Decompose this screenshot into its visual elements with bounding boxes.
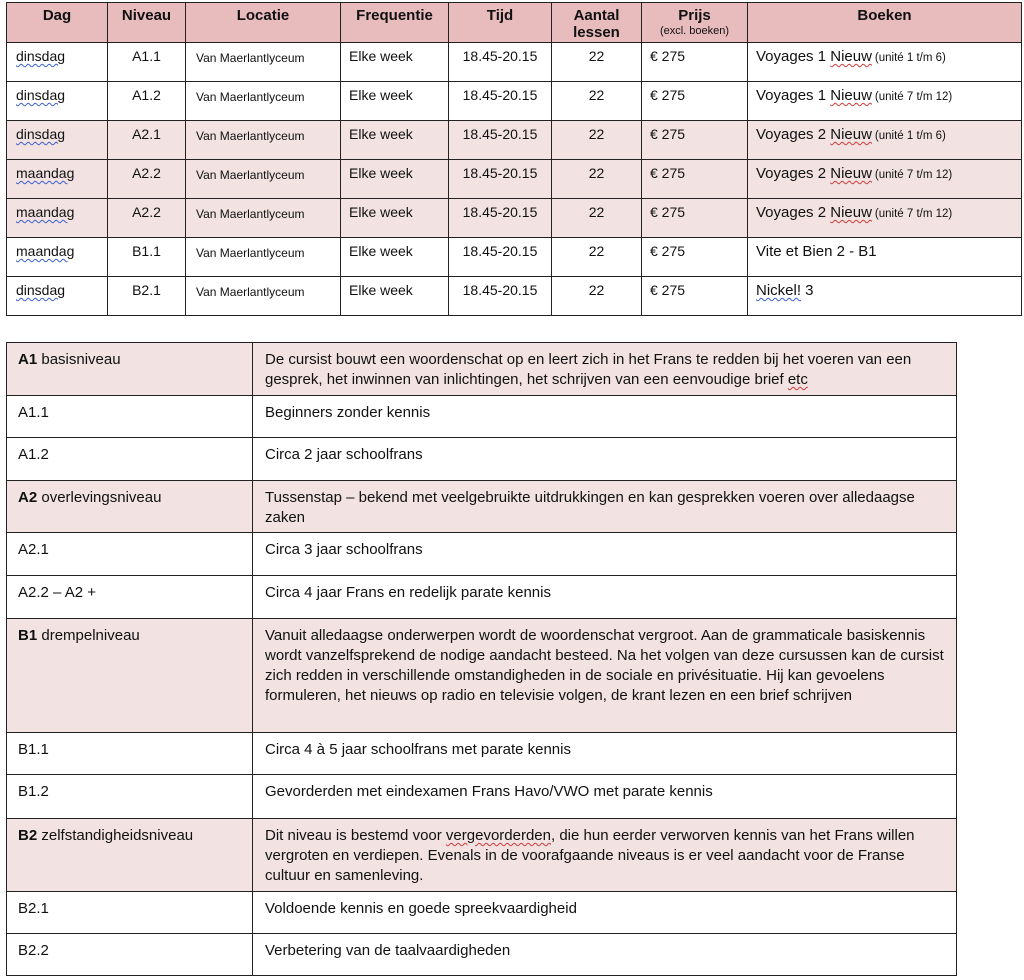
book-note: (unité 7 t/m 12) <box>874 91 953 103</box>
cell-tijd: 18.45-20.15 <box>449 160 552 199</box>
cell-niveau: A2.2 <box>108 160 186 199</box>
cell-tijd: 18.45-20.15 <box>449 43 552 82</box>
cell-aantal: 22 <box>552 238 642 277</box>
cell-niveau: A1.2 <box>108 82 186 121</box>
cell-tijd: 18.45-20.15 <box>449 121 552 160</box>
cell-niveau: B1.1 <box>108 238 186 277</box>
level-row <box>7 733 957 775</box>
cell-frequentie: Elke week <box>341 121 449 160</box>
level-description: Verbetering van de taalvaardigheden <box>253 934 957 976</box>
level-description: Circa 3 jaar schoolfrans <box>253 533 957 576</box>
schedule-header-row <box>7 3 1022 43</box>
level-description: Vanuit alledaagse onderwerpen wordt de woordenschat vergroot. Aan de grammaticale basiskennis wordt vanzelfsprekend de nodige aandacht besteed. Na het volgen van deze cursussen kan de cursist zich redden in verschillende omstandigheden in de sociale en privésituatie. Hij kan gevoelens formuleren, het nieuws op radio en televisie volgen, de krant lezen en een brief schrijven <box>253 619 957 733</box>
cell-niveau: A2.1 <box>108 121 186 160</box>
level-description: Voldoende kennis en goede spreekvaardigheid <box>253 892 957 934</box>
level-description: Gevorderden met eindexamen Frans Havo/VWO met parate kennis <box>253 775 957 819</box>
level-description: Tussenstap – bekend met veelgebruikte uitdrukkingen en kan gesprekken voeren over alledaagse zaken <box>253 481 957 533</box>
level-row <box>7 533 957 576</box>
cell-niveau: A2.2 <box>108 199 186 238</box>
header-tijd: Tijd <box>449 3 552 43</box>
cell-aantal: 22 <box>552 160 642 199</box>
level-code: B1 <box>18 627 38 644</box>
cell-boeken <box>748 43 1022 82</box>
cell-frequentie: Elke week <box>341 238 449 277</box>
level-description: De cursist bouwt een woordenschat op en leert zich in het Frans te redden bij het voeren van een gesprek, het inwinnen van inlichtingen, het schrijven van een eenvoudige brief etc <box>253 343 957 396</box>
cell-niveau: A1.1 <box>108 43 186 82</box>
cell-locatie: Van Maerlantlyceum <box>186 277 341 316</box>
table-row <box>7 121 1022 160</box>
cell-dag: dinsdag <box>16 48 66 64</box>
cell-tijd: 18.45-20.15 <box>449 82 552 121</box>
cell-frequentie: Elke week <box>341 199 449 238</box>
level-code: A2 <box>18 489 38 506</box>
level-row <box>7 396 957 438</box>
book-title: Nickel! <box>756 282 802 299</box>
book-title: Voyages 2 <box>756 165 831 182</box>
cell-boeken <box>748 199 1022 238</box>
cell-locatie: Van Maerlantlyceum <box>186 82 341 121</box>
level-group-row <box>7 819 957 892</box>
cell-aantal: 22 <box>552 121 642 160</box>
cell-prijs: € 275 <box>642 199 748 238</box>
cell-aantal: 22 <box>552 43 642 82</box>
cell-frequentie: Elke week <box>341 277 449 316</box>
header-dag: Dag <box>7 3 108 43</box>
level-name: zelfstandigheidsniveau <box>37 827 194 844</box>
cell-dag: maandag <box>16 243 75 259</box>
cell-dag: dinsdag <box>16 282 66 298</box>
cell-dag: dinsdag <box>16 126 66 142</box>
header-aantal: Aantal lessen <box>552 3 642 43</box>
book-title: Voyages 2 <box>756 204 831 221</box>
book-title-edition: Nieuw <box>830 204 872 221</box>
table-row <box>7 82 1022 121</box>
table-row <box>7 238 1022 277</box>
cell-prijs: € 275 <box>642 43 748 82</box>
level-code: A1.1 <box>7 396 253 438</box>
level-description: Beginners zonder kennis <box>253 396 957 438</box>
cell-dag: maandag <box>16 165 75 181</box>
level-row <box>7 934 957 976</box>
book-note: (unité 7 t/m 12) <box>874 208 953 220</box>
table-row <box>7 277 1022 316</box>
book-title-edition: Nieuw <box>830 87 872 104</box>
header-frequentie: Frequentie <box>341 3 449 43</box>
level-name: basisniveau <box>37 351 121 368</box>
book-title: Vite et Bien 2 - B1 <box>756 243 877 260</box>
level-code: A2.2 – A2 + <box>7 576 253 619</box>
level-code: B2.1 <box>7 892 253 934</box>
cell-dag: maandag <box>16 204 75 220</box>
cell-tijd: 18.45-20.15 <box>449 238 552 277</box>
book-title-edition: Nieuw <box>830 165 872 182</box>
book-title: Voyages 1 <box>756 48 831 65</box>
cell-frequentie: Elke week <box>341 160 449 199</box>
book-note: (unité 1 t/m 6) <box>874 130 946 142</box>
levels-table <box>6 342 957 976</box>
cell-dag: dinsdag <box>16 87 66 103</box>
cell-prijs: € 275 <box>642 238 748 277</box>
level-row <box>7 438 957 481</box>
level-code: B1.2 <box>7 775 253 819</box>
cell-locatie: Van Maerlantlyceum <box>186 238 341 277</box>
level-row <box>7 576 957 619</box>
cell-boeken <box>748 277 1022 316</box>
cell-prijs: € 275 <box>642 82 748 121</box>
level-code: A2.1 <box>7 533 253 576</box>
cell-boeken <box>748 160 1022 199</box>
cell-boeken <box>748 121 1022 160</box>
level-description: Circa 4 à 5 jaar schoolfrans met parate kennis <box>253 733 957 775</box>
level-code: A1 <box>18 351 38 368</box>
level-row <box>7 775 957 819</box>
cell-prijs: € 275 <box>642 121 748 160</box>
level-code: B1.1 <box>7 733 253 775</box>
book-title-edition: 3 <box>801 282 814 299</box>
cell-prijs: € 275 <box>642 277 748 316</box>
level-code: B2 <box>18 827 38 844</box>
level-group-row <box>7 481 957 533</box>
level-name: overlevingsniveau <box>37 489 162 506</box>
book-title-edition: Nieuw <box>830 126 872 143</box>
level-row <box>7 892 957 934</box>
schedule-table <box>6 2 1022 316</box>
level-group-row <box>7 619 957 733</box>
cell-prijs: € 275 <box>642 160 748 199</box>
book-note: (unité 1 t/m 6) <box>874 52 946 64</box>
cell-frequentie: Elke week <box>341 43 449 82</box>
cell-boeken <box>748 238 1022 277</box>
cell-boeken <box>748 82 1022 121</box>
table-row <box>7 199 1022 238</box>
cell-tijd: 18.45-20.15 <box>449 277 552 316</box>
cell-locatie: Van Maerlantlyceum <box>186 160 341 199</box>
level-name: drempelniveau <box>37 627 140 644</box>
level-code: B2.2 <box>7 934 253 976</box>
level-group-row <box>7 343 957 396</box>
cell-locatie: Van Maerlantlyceum <box>186 121 341 160</box>
book-title: Voyages 2 <box>756 126 831 143</box>
cell-aantal: 22 <box>552 199 642 238</box>
cell-locatie: Van Maerlantlyceum <box>186 43 341 82</box>
table-row <box>7 43 1022 82</box>
cell-frequentie: Elke week <box>341 82 449 121</box>
book-title: Voyages 1 <box>756 87 831 104</box>
cell-tijd: 18.45-20.15 <box>449 199 552 238</box>
cell-niveau: B2.1 <box>108 277 186 316</box>
cell-aantal: 22 <box>552 277 642 316</box>
header-prijs-label: Prijs <box>678 7 711 24</box>
level-code: A1.2 <box>7 438 253 481</box>
level-description: Dit niveau is bestemd voor vergevorderden, die hun eerder verworven kennis van het Frans willen vergroten en verdiepen. Evenals in de voorafgaande niveaus is er veel aandacht voor de Franse cultuur en samenleving. <box>253 819 957 892</box>
book-note: (unité 7 t/m 12) <box>874 169 953 181</box>
header-boeken: Boeken <box>748 3 1022 43</box>
header-locatie: Locatie <box>186 3 341 43</box>
header-prijs <box>642 3 748 43</box>
table-row <box>7 160 1022 199</box>
header-prijs-note: (excl. boeken) <box>659 25 730 37</box>
cell-aantal: 22 <box>552 82 642 121</box>
book-title-edition: Nieuw <box>830 48 872 65</box>
header-niveau: Niveau <box>108 3 186 43</box>
level-description: Circa 4 jaar Frans en redelijk parate kennis <box>253 576 957 619</box>
level-description: Circa 2 jaar schoolfrans <box>253 438 957 481</box>
cell-locatie: Van Maerlantlyceum <box>186 199 341 238</box>
